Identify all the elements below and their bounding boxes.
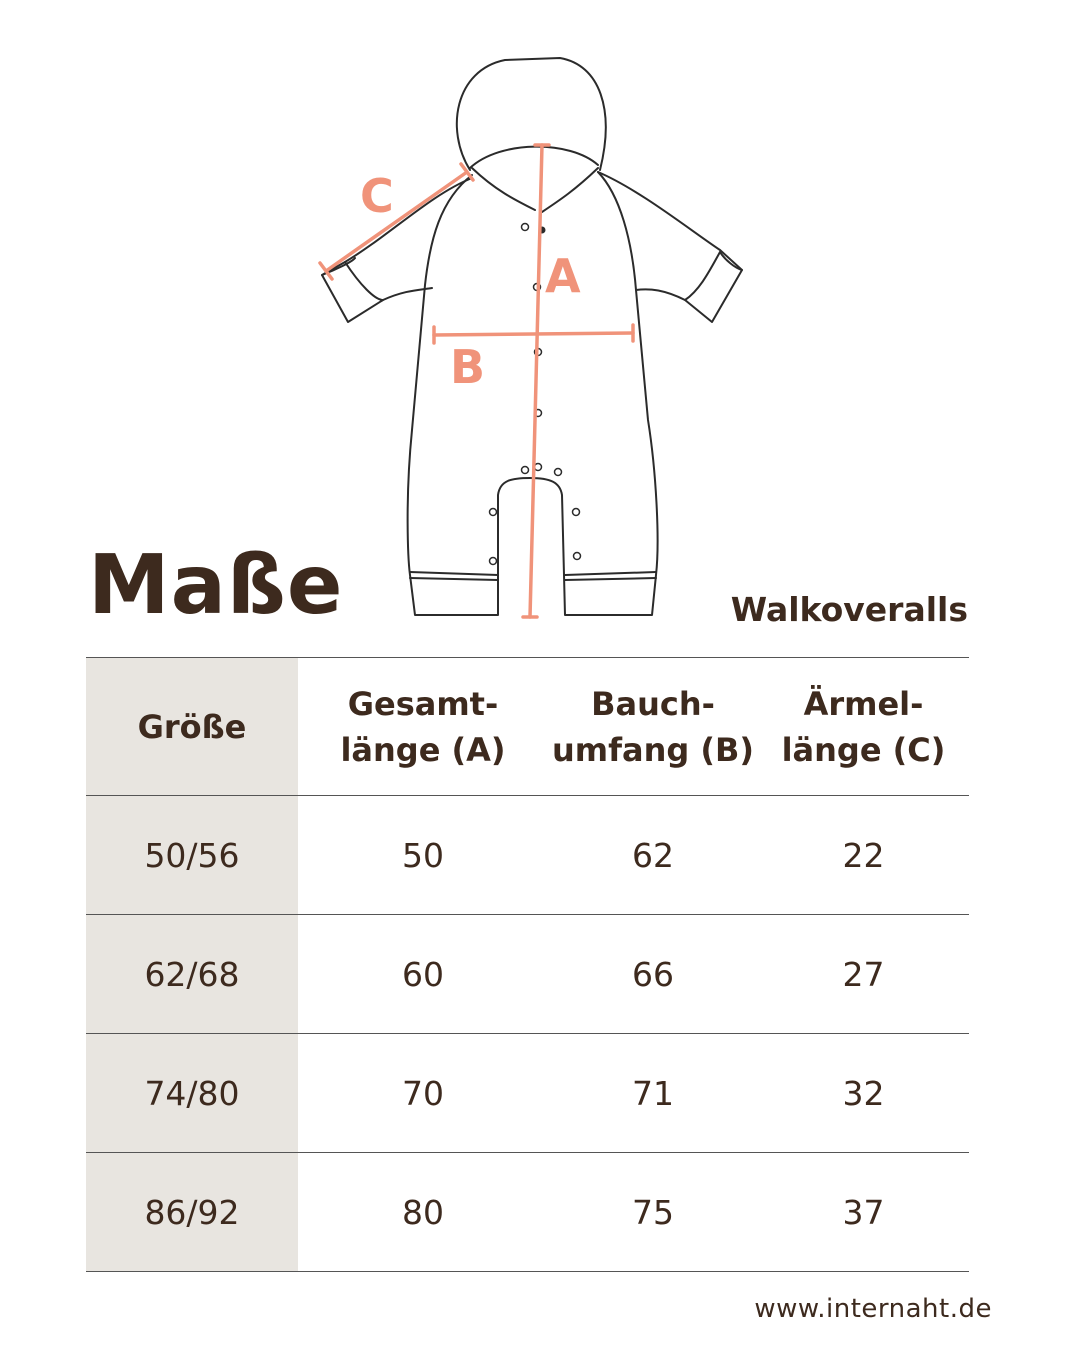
table-row — [86, 914, 969, 1033]
cell-sleeve-length: 32 — [842, 1073, 885, 1113]
cell-size: 74/80 — [86, 1034, 298, 1152]
cell-total-length: 50 — [402, 835, 444, 875]
product-name: Walkoveralls — [730, 590, 968, 629]
sleeve-right — [598, 172, 742, 322]
cell-belly-circumference: 62 — [632, 835, 674, 875]
measure-c-line — [326, 172, 467, 271]
header-total-length: Gesamt- länge (A) — [340, 684, 506, 769]
cell-sleeve-length: 37 — [842, 1192, 885, 1232]
table-row — [86, 1033, 969, 1152]
cell-total-length: 80 — [402, 1192, 444, 1232]
table-row — [86, 795, 969, 914]
cell-sleeve-length: 22 — [842, 835, 885, 875]
label-c: C — [360, 169, 394, 223]
measure-b-line — [434, 333, 633, 335]
website-url: www.internaht.de — [754, 1294, 992, 1324]
cell-sleeve-length: 27 — [842, 954, 885, 994]
leg-cuff-left — [410, 572, 498, 580]
label-a: A — [545, 249, 581, 303]
cell-belly-circumference: 75 — [632, 1192, 674, 1232]
cell-total-length: 70 — [402, 1073, 444, 1113]
cell-size: 86/92 — [86, 1153, 298, 1271]
cell-belly-circumference: 66 — [632, 954, 674, 994]
cell-belly-circumference: 71 — [632, 1073, 674, 1113]
page-title: Maße — [88, 538, 344, 633]
cell-total-length: 60 — [402, 954, 444, 994]
leg-cuff-right — [565, 572, 656, 580]
hood-inner — [470, 147, 598, 168]
hood-outline — [457, 58, 606, 170]
cell-size: 62/68 — [86, 915, 298, 1033]
header-belly-circumference: Bauch- umfang (B) — [551, 684, 755, 769]
measure-a-line — [530, 145, 542, 617]
header-sleeve-length: Ärmel- länge (C) — [781, 684, 946, 769]
collar — [472, 168, 598, 212]
cuff-right — [685, 252, 742, 300]
label-b: B — [450, 340, 486, 394]
cell-size: 50/56 — [86, 796, 298, 914]
header-size: Größe — [86, 658, 298, 795]
size-table — [86, 657, 969, 1272]
table-row — [86, 1152, 969, 1272]
table-header-row — [86, 657, 969, 795]
